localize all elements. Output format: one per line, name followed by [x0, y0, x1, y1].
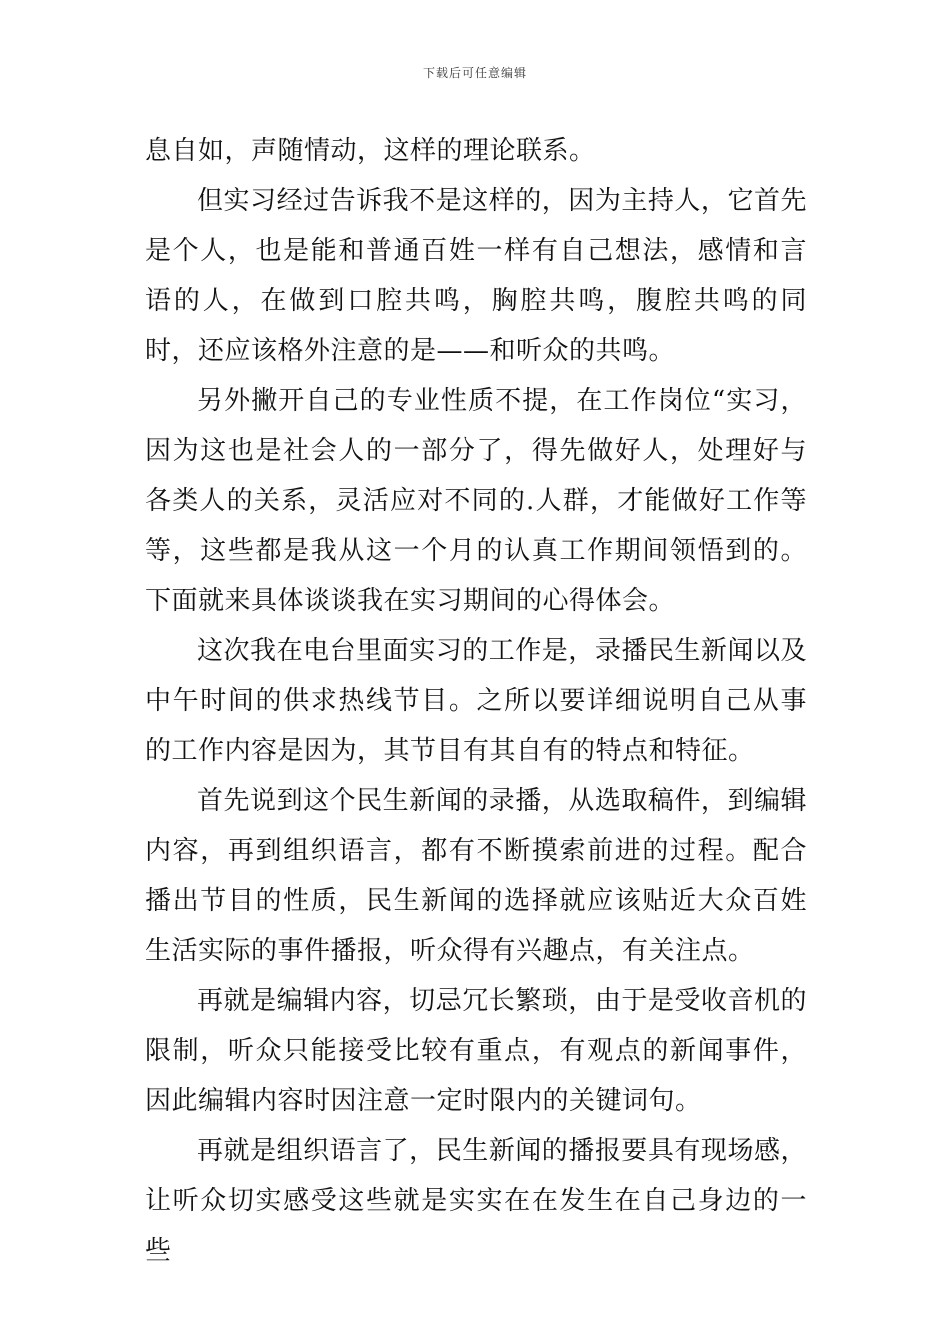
paragraph: 另外撇开自己的专业性质不提，在工作岗位“实习，因为这也是社会人的一部分了，得先做好人，处理好与各类人的关系，灵活应对不同的.人群，才能做好工作等等，这些都是我从这一个月的认真工作期间领悟到的。下面就来具体谈谈我在实习期间的心得体会。	[145, 386, 807, 616]
paragraph: 但实习经过告诉我不是这样的，因为主持人，它首先是个人，也是能和普通百姓一样有自己想法，感情和言语的人，在做到口腔共鸣，胸腔共鸣，腹腔共鸣的同时，还应该格外注意的是——和听众的共鸣。	[145, 186, 807, 366]
paragraph: 再就是编辑内容，切忌冗长繁琐，由于是受收音机的限制，听众只能接受比较有重点，有观点的新闻事件，因此编辑内容时因注意一定时限内的关键词句。	[145, 986, 807, 1116]
page-header: 下载后可任意编辑	[422, 66, 527, 80]
paragraph: 这次我在电台里面实习的工作是，录播民生新闻以及中午时间的供求热线节目。之所以要详细说明自己从事的工作内容是因为，其节目有其自有的特点和特征。	[145, 636, 807, 766]
paragraph-continuation: 息自如，声随情动，这样的理论联系。	[145, 136, 596, 166]
paragraph: 首先说到这个民生新闻的录播，从选取稿件，到编辑内容，再到组织语言，都有不断摸索前进的过程。配合播出节目的性质，民生新闻的选择就应该贴近大众百姓生活实际的事件播报，听众得有兴趣点，有关注点。	[145, 786, 807, 966]
paragraph: 再就是组织语言了，民生新闻的播报要具有现场感，让听众切实感受这些就是实实在在发生在自己身边的一些	[145, 1136, 807, 1266]
document-body	[145, 126, 807, 1276]
